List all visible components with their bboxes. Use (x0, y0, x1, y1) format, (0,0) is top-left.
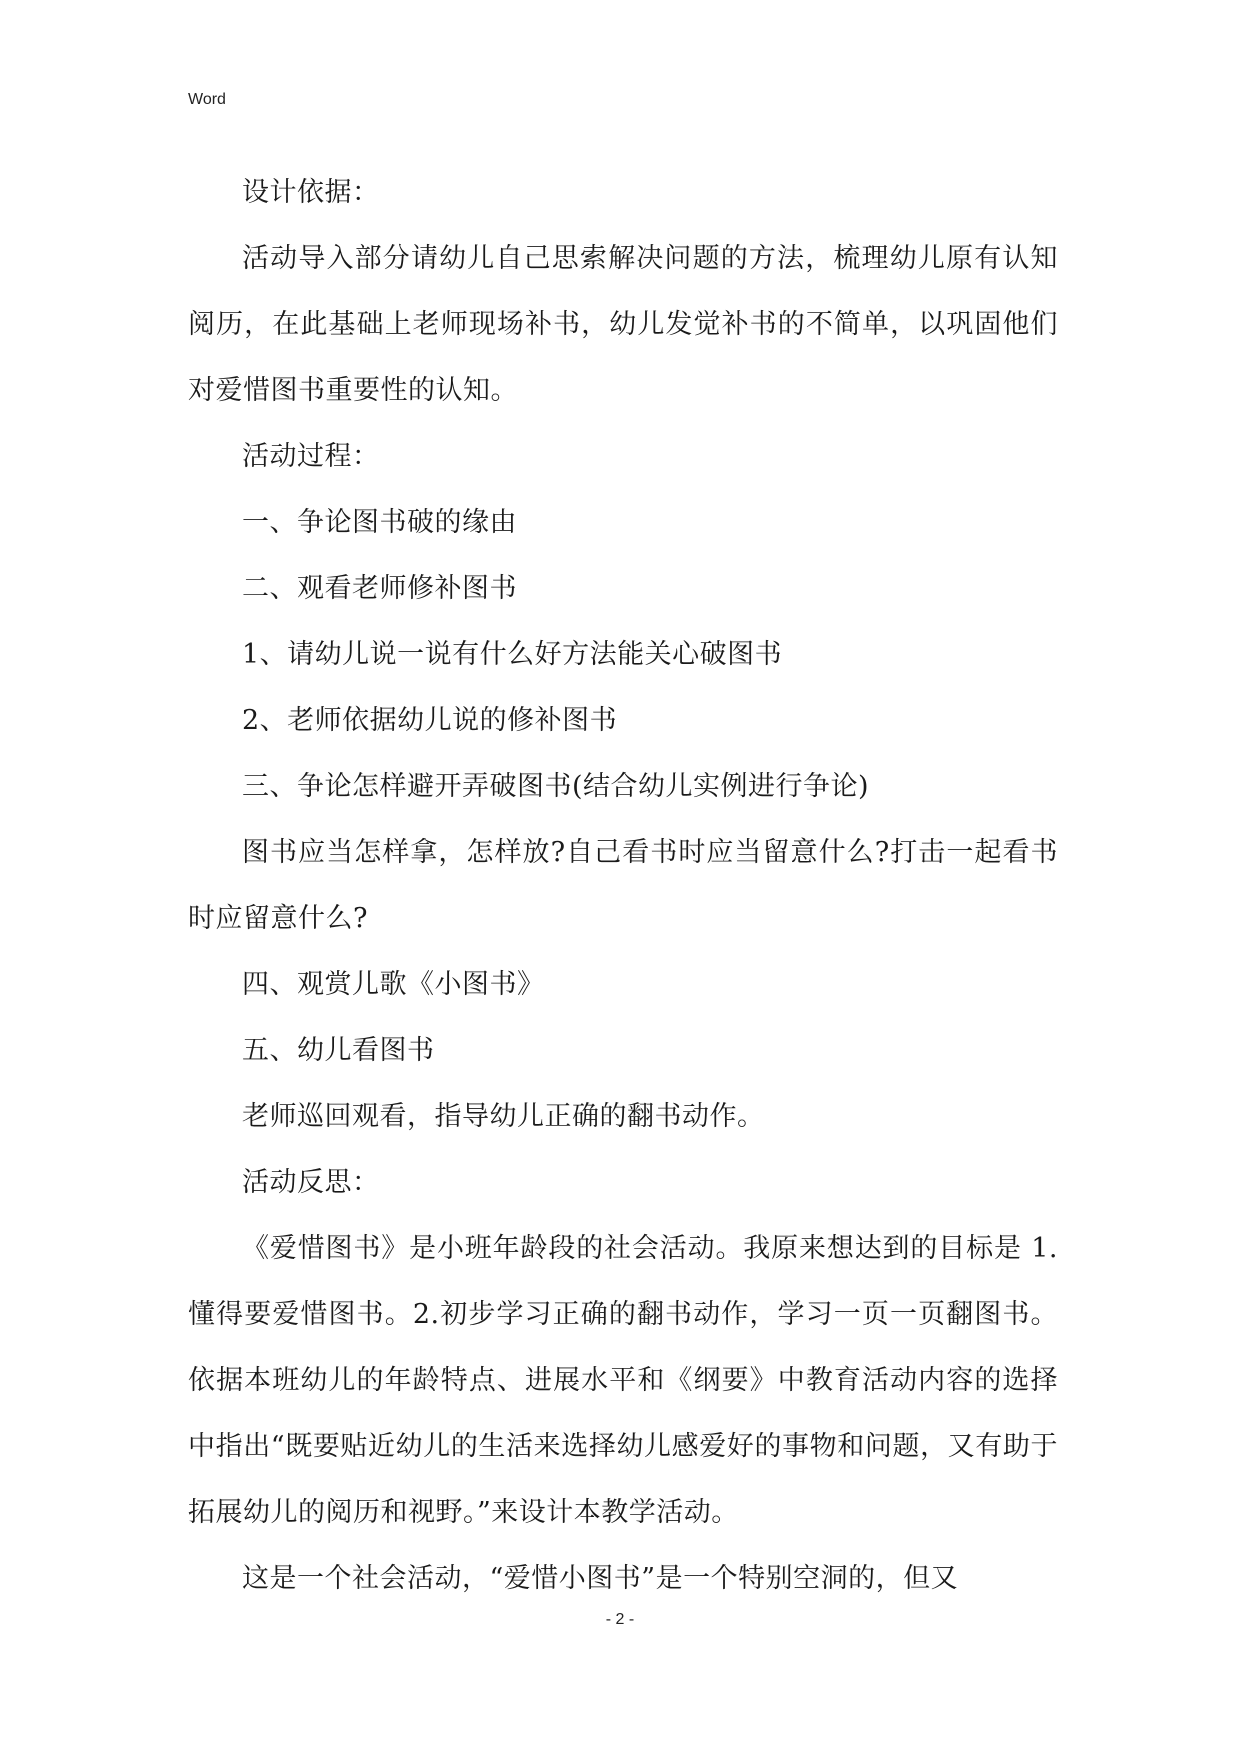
paragraph-step-2: 二、观看老师修补图书 (242, 573, 517, 604)
paragraph-process-heading: 活动过程： (242, 441, 380, 472)
header-label: Word (188, 91, 226, 108)
paragraph-step-5-detail: 老师巡回观看，指导幼儿正确的翻书动作。 (242, 1101, 765, 1132)
page-number: - 2 - (605, 1611, 635, 1628)
paragraph-design-basis: 活动导入部分请幼儿自己思索解决问题的方法，梳理幼儿原有认知阅历，在此基础上老师现场补书，幼儿发觉补书的不简单，以巩固他们对爱惜图书重要性的认知。 (188, 243, 1058, 406)
paragraph-design-basis-heading: 设计依据： (242, 177, 380, 208)
paragraph-reflection-heading: 活动反思： (242, 1167, 380, 1198)
paragraph-reflection-continued: 这是一个社会活动，“爱惜小图书”是一个特别空洞的，但又 (242, 1563, 959, 1594)
paragraph-step-3-questions: 图书应当怎样拿，怎样放?自己看书时应当留意什么?打击一起看书时应留意什么? (188, 837, 1058, 934)
document-body (188, 160, 1058, 1612)
paragraph-step-2-2: 2、老师依据幼儿说的修补图书 (242, 705, 618, 736)
paragraph-step-3: 三、争论怎样避开弄破图书(结合幼儿实例进行争论) (242, 771, 870, 802)
paragraph-step-1: 一、争论图书破的缘由 (242, 507, 517, 538)
paragraph-reflection: 《爱惜图书》是小班年龄段的社会活动。我原来想达到的目标是 1.懂得要爱惜图书。2.初步学习正确的翻书动作，学习一页一页翻图书。依据本班幼儿的年龄特点、进展水平和《纲要》中教育活动内容的选择中指出“既要贴近幼儿的生活来选择幼儿感爱好的事物和问题，又有助于拓展幼儿的阅历和视野。”来设计本教学活动。 (188, 1233, 1058, 1528)
paragraph-step-5: 五、幼儿看图书 (242, 1035, 435, 1066)
paragraph-step-4: 四、观赏儿歌《小图书》 (242, 969, 545, 1000)
paragraph-step-2-1: 1、请幼儿说一说有什么好方法能关心破图书 (242, 639, 783, 670)
